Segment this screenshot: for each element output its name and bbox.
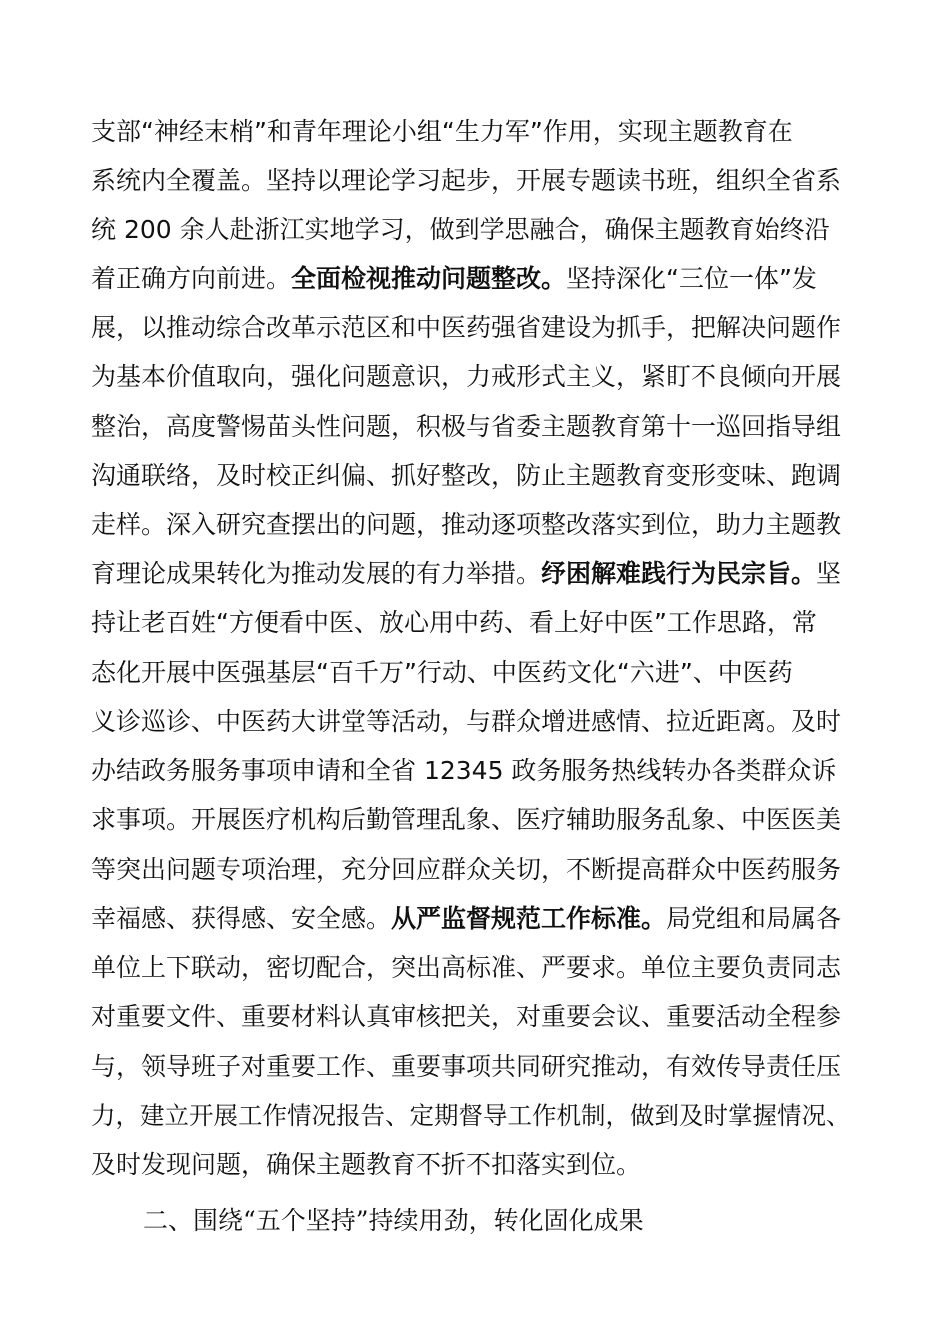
text-run: 幸福感、获得感、安全感。 <box>91 904 392 933</box>
text-run: 沟通联络，及时校正纠偏、抓好整改，防止主题教育变形变味、跑调 <box>91 461 842 490</box>
paragraph-line <box>91 1091 861 1141</box>
bold-subheading: 纾困解难践行为民宗旨。 <box>541 559 817 588</box>
bold-subheading: 从严监督规范工作标准。 <box>391 904 667 933</box>
paragraph-line <box>91 992 861 1042</box>
text-run: 态化开展中医强基层“百千万”行动、中医药文化“六进”、中医药 <box>91 658 793 687</box>
text-run: 整治，高度警惕苗头性问题，积极与省委主题教育第十一巡回指导组 <box>91 412 842 441</box>
text-run: 义诊巡诊、中医药大讲堂等活动，与群众增进感情、拉近距离。及时 <box>91 707 842 736</box>
paragraph-line <box>91 943 861 993</box>
text-run: 坚持深化“三位一体”发 <box>566 264 817 293</box>
text-run: 坚 <box>816 559 842 588</box>
section-heading: 二、围绕“五个坚持”持续用劲，转化固化成果 <box>143 1206 644 1235</box>
text-run: 走样。深入研究查摆出的问题，推动逐项整改落实到位，助力主题教 <box>91 510 842 539</box>
paragraph-line <box>91 795 861 845</box>
paragraph-line <box>91 303 861 353</box>
paragraph-line <box>91 205 861 255</box>
text-run: 与，领导班子对重要工作、重要事项共同研究推动，有效传导责任压 <box>91 1052 842 1081</box>
text-run: 育理论成果转化为推动发展的有力举措。 <box>91 559 542 588</box>
text-run: 对重要文件、重要材料认真审核把关，对重要会议、重要活动全程参 <box>91 1002 842 1031</box>
paragraph-line <box>91 352 861 402</box>
text-run: 支部“神经末梢”和青年理论小组“生力军”作用，实现主题教育在 <box>91 117 793 146</box>
paragraph-line <box>91 451 861 501</box>
text-run: 为基本价值取向，强化问题意识，力戒形式主义，紧盯不良倾向开展 <box>91 362 842 391</box>
paragraph-line <box>91 598 861 648</box>
paragraph-line <box>91 894 861 944</box>
text-run: 及时发现问题，确保主题教育不折不扣落实到位。 <box>91 1150 642 1179</box>
text-run: 求事项。开展医疗机构后勤管理乱象、医疗辅助服务乱象、中医医美 <box>91 805 842 834</box>
text-run: 力，建立开展工作情况报告、定期督导工作机制，做到及时掌握情况、 <box>91 1101 851 1130</box>
text-run: 等突出问题专项治理，充分回应群众关切，不断提高群众中医药服务 <box>91 855 842 884</box>
paragraph-line <box>91 156 861 206</box>
paragraph-line <box>91 254 861 304</box>
paragraph-line <box>91 549 861 599</box>
paragraph-line <box>91 746 861 796</box>
paragraph-line <box>91 1140 861 1190</box>
text-run: 办结政务服务事项申请和全省 12345 政务服务热线转办各类群众诉 <box>91 756 837 785</box>
paragraph-line <box>91 1042 861 1092</box>
text-run: 展，以推动综合改革示范区和中医药强省建设为抓手，把解决问题作 <box>91 313 842 342</box>
paragraph-line <box>91 845 861 895</box>
paragraph-line <box>91 697 861 747</box>
bold-subheading: 全面检视推动问题整改。 <box>291 264 567 293</box>
paragraph-line <box>91 500 861 550</box>
text-run: 局党组和局属各 <box>666 904 842 933</box>
paragraph-line <box>91 402 861 452</box>
text-run: 着正确方向前进。 <box>91 264 292 293</box>
paragraph-line <box>91 107 861 157</box>
paragraph-line <box>91 648 861 698</box>
text-run: 持让老百姓“方便看中医、放心用中药、看上好中医”工作思路，常 <box>91 608 817 637</box>
text-run: 系统内全覆盖。坚持以理论学习起步，开展专题读书班，组织全省系 <box>91 166 842 195</box>
text-run: 单位上下联动，密切配合，突出高标准、严要求。单位主要负责同志 <box>91 953 842 982</box>
text-run: 统 200 余人赴浙江实地学习，做到学思融合，确保主题教育始终沿 <box>91 215 830 244</box>
